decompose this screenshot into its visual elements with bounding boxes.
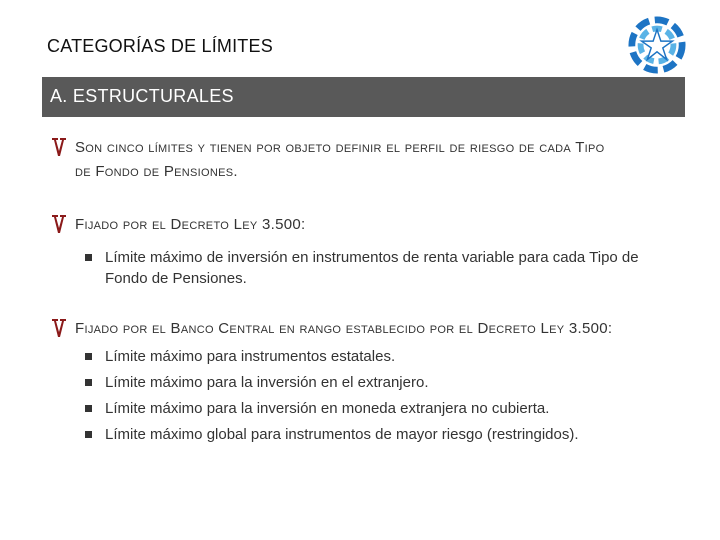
slide-title: CATEGORÍAS DE LÍMITES: [47, 36, 273, 56]
sub-bullet-item: [85, 346, 675, 367]
sub-bullet-text: Límite máximo para la inversión en moneda extranjera no cubierta.: [105, 400, 550, 417]
bullet-line: de Fondo de Pensiones.: [75, 163, 238, 180]
sub-bullet-item: [85, 398, 675, 419]
bullet-line: Son cinco límites y tienen por objeto definir el perfil de riesgo de cada Tipo: [75, 139, 605, 156]
sub-bullet-item: [85, 372, 675, 393]
sub-bullet-item: [85, 424, 675, 445]
bullet-text: Fijado por el Decreto Ley 3.500:: [75, 216, 306, 233]
flourish-bullet-icon: [50, 136, 68, 158]
flourish-bullet-icon: [50, 213, 68, 235]
section-banner: [42, 77, 685, 117]
bullet-text: Fijado por el Banco Central en rango establecido por el Decreto Ley 3.500:: [75, 320, 613, 337]
sub-bullet-text: Límite máximo para la inversión en el extranjero.: [105, 374, 429, 391]
sub-bullet-item: [85, 247, 675, 289]
circular-hands-logo-icon: [628, 16, 686, 74]
square-bullet-icon: [85, 379, 92, 386]
square-bullet-icon: [85, 254, 92, 261]
sub-bullet-text: Límite máximo para instrumentos estatales.: [105, 348, 396, 365]
flourish-bullet-icon: [50, 317, 68, 339]
square-bullet-icon: [85, 431, 92, 438]
square-bullet-icon: [85, 405, 92, 412]
sub-bullet-text: Límite máximo global para instrumentos de mayor riesgo (restringidos).: [105, 426, 579, 443]
section-title: A. ESTRUCTURALES: [50, 86, 234, 106]
bullet-text: [75, 136, 605, 184]
square-bullet-icon: [85, 353, 92, 360]
sub-bullet-text: Límite máximo de inversión en instrumentos de renta variable para cada Tipo de Fondo de Pensiones.: [105, 249, 639, 287]
